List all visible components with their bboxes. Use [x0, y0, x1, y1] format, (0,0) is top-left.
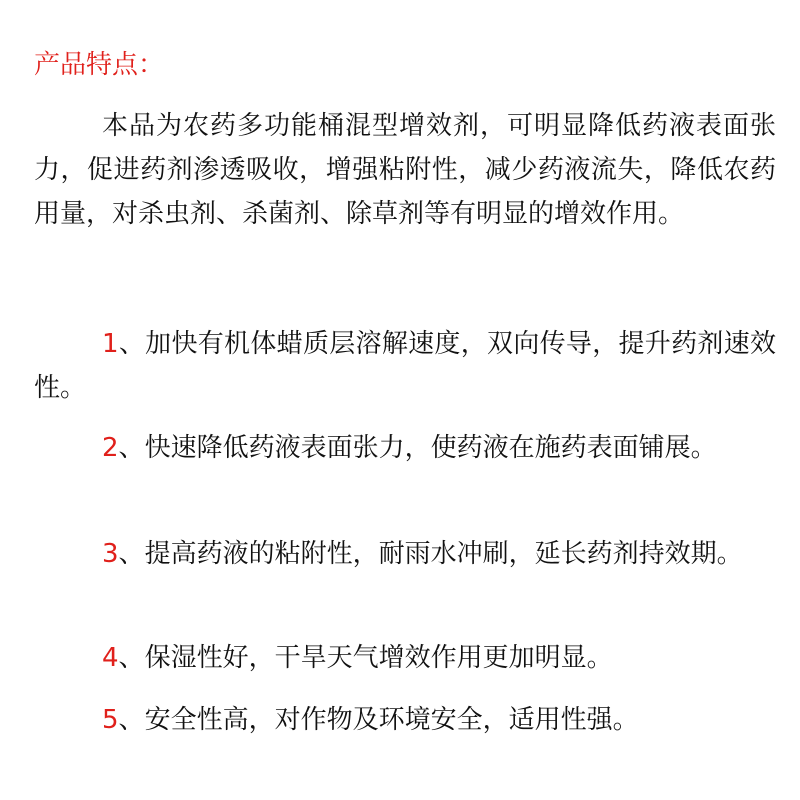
feature-text: 安全性高，对作物及环境安全，适用性强。	[144, 705, 639, 735]
feature-item-5	[34, 698, 776, 742]
feature-text: 加快有机体蜡质层溶解速度，双向传导，提升药剂速效性。	[34, 329, 776, 403]
feature-text: 保湿性好，干旱天气增效作用更加明显。	[144, 643, 613, 673]
feature-separator: 、	[118, 705, 145, 735]
feature-separator: 、	[118, 329, 146, 359]
feature-number: 4	[102, 643, 119, 673]
feature-item-3	[34, 532, 776, 576]
intro-paragraph: 本品为农药多功能桶混型增效剂，可明显降低药液表面张力，促进药剂渗透吸收，增强粘附性，减少药液流失，降低农药用量，对杀虫剂、杀菌剂、除草剂等有明显的增效作用。	[34, 111, 776, 229]
section-heading: 产品特点：	[34, 50, 165, 80]
feature-text: 提高药液的粘附性，耐雨水冲刷，延长药剂持效期。	[144, 539, 743, 569]
feature-text: 快速降低药液表面张力，使药液在施药表面铺展。	[144, 433, 717, 463]
feature-item-2	[34, 426, 776, 470]
feature-number: 5	[102, 705, 119, 735]
feature-item-4	[34, 636, 776, 680]
feature-number: 1	[102, 329, 119, 359]
feature-number: 3	[102, 539, 119, 569]
feature-item-1	[34, 322, 776, 410]
feature-separator: 、	[118, 643, 145, 673]
feature-separator: 、	[118, 539, 145, 569]
feature-separator: 、	[118, 433, 145, 463]
feature-number: 2	[102, 433, 119, 463]
